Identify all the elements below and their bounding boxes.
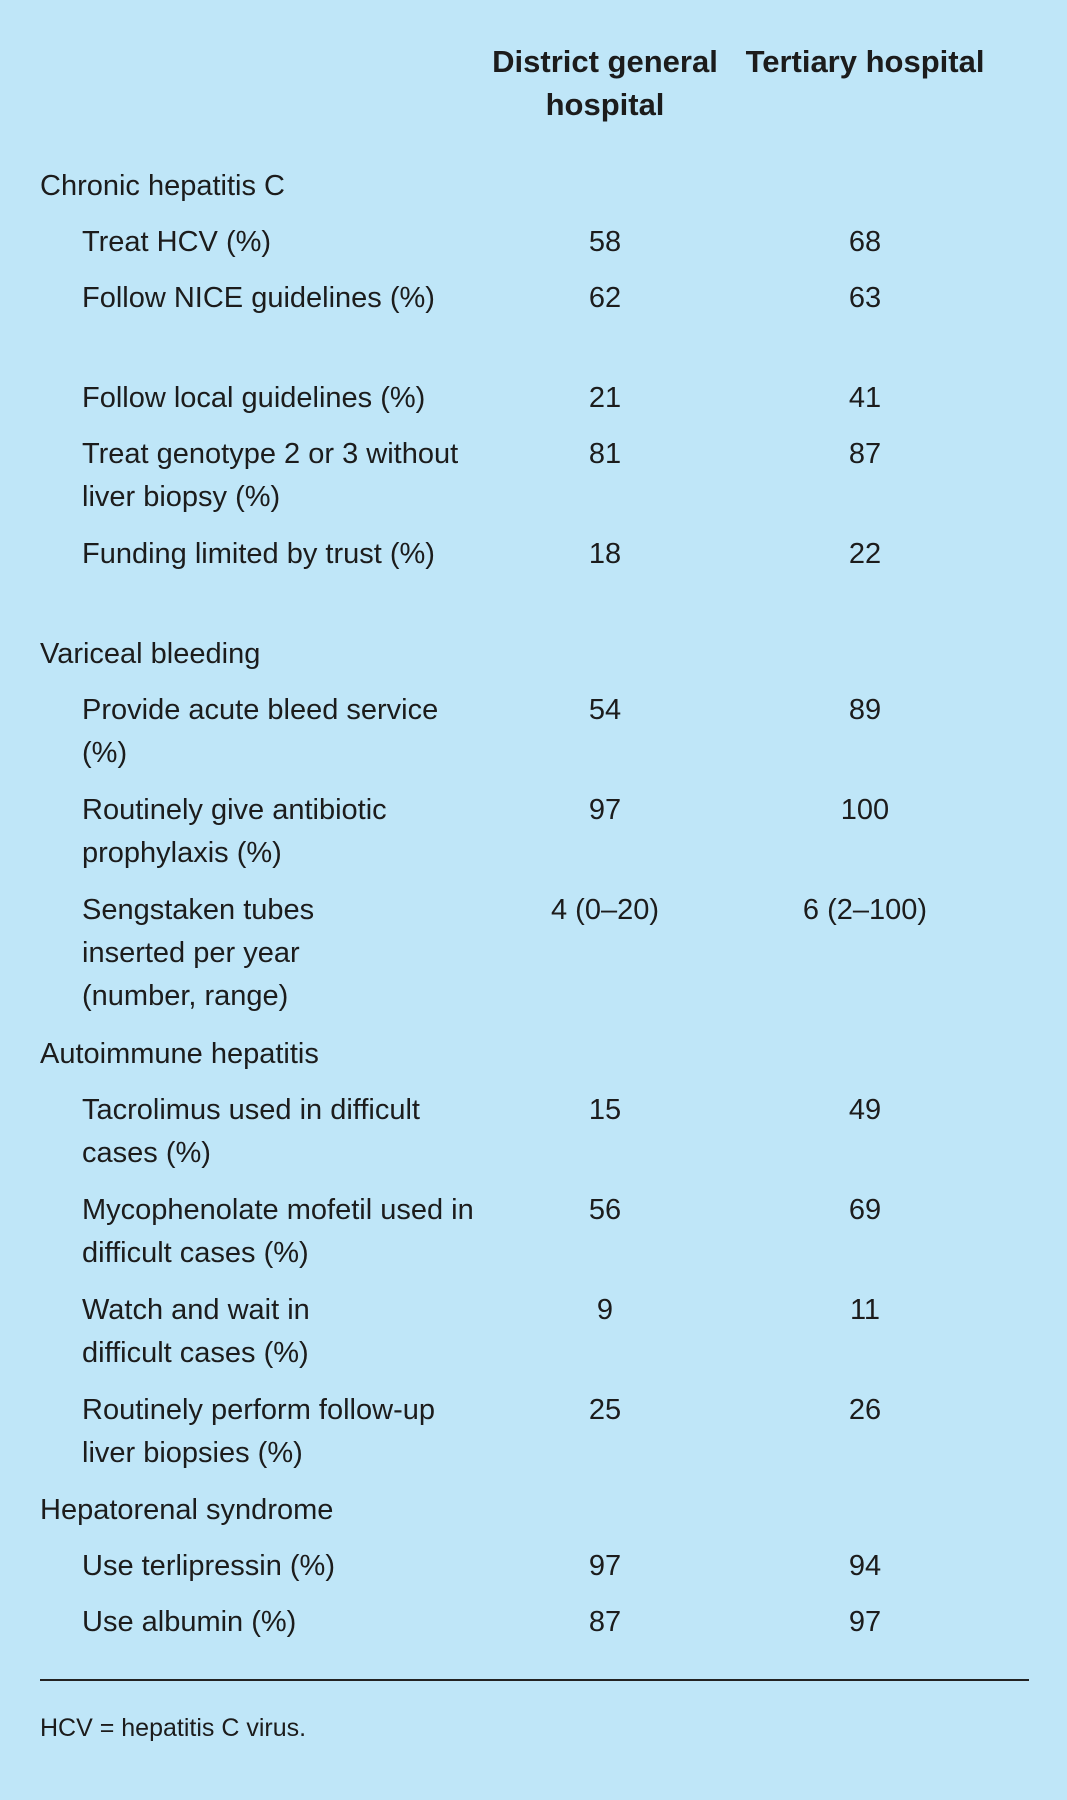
table-row bbox=[0, 377, 1067, 433]
value-tertiary: 89 bbox=[848, 694, 882, 726]
section-row-autoimmune-hepatitis bbox=[0, 1033, 1067, 1089]
value-dgh: 54 bbox=[588, 694, 622, 726]
value-tertiary: 87 bbox=[848, 438, 882, 470]
value-tertiary: 41 bbox=[848, 382, 882, 414]
row-label: Use albumin (%) bbox=[82, 1606, 297, 1638]
table-row bbox=[0, 789, 1067, 889]
section-title: Chronic hepatitis C bbox=[40, 170, 285, 202]
section-title: Variceal bleeding bbox=[40, 638, 261, 670]
table-row bbox=[0, 1289, 1067, 1389]
value-dgh: 9 bbox=[596, 1294, 614, 1326]
value-dgh: 58 bbox=[588, 226, 622, 258]
table-row bbox=[0, 1389, 1067, 1489]
value-dgh: 97 bbox=[588, 794, 622, 826]
value-dgh: 81 bbox=[588, 438, 622, 470]
table-row bbox=[0, 277, 1067, 377]
section-row-chronic-hepatitis-c bbox=[0, 165, 1067, 221]
value-tertiary: 11 bbox=[849, 1294, 881, 1326]
section-row-variceal-bleeding bbox=[0, 633, 1067, 689]
table-row bbox=[0, 1089, 1067, 1189]
row-label: Use terlipressin (%) bbox=[82, 1550, 335, 1582]
table-row bbox=[0, 1601, 1067, 1657]
table-row bbox=[0, 689, 1067, 789]
value-dgh: 25 bbox=[588, 1394, 622, 1426]
value-tertiary: 68 bbox=[848, 226, 882, 258]
value-dgh: 62 bbox=[588, 282, 622, 314]
value-tertiary: 26 bbox=[848, 1394, 882, 1426]
value-tertiary: 94 bbox=[848, 1550, 882, 1582]
table-row bbox=[0, 1189, 1067, 1289]
section-row-hepatorenal-syndrome bbox=[0, 1489, 1067, 1545]
value-dgh: 18 bbox=[588, 538, 622, 570]
column-header-tertiary-hospital: Tertiary hospital bbox=[745, 44, 985, 79]
table-row bbox=[0, 221, 1067, 277]
section-title: Autoimmune hepatitis bbox=[40, 1038, 319, 1070]
row-label: Provide acute bleed service (%) bbox=[82, 694, 439, 769]
row-label: Mycophenolate mofetil used in difficult cases (%) bbox=[82, 1194, 474, 1269]
value-dgh: 56 bbox=[588, 1194, 622, 1226]
value-dgh: 4 (0–20) bbox=[550, 894, 659, 926]
value-dgh: 97 bbox=[588, 1550, 622, 1582]
table-row bbox=[0, 433, 1067, 533]
row-label: Routinely perform follow-up liver biopsies (%) bbox=[82, 1394, 435, 1469]
table-bottom-rule bbox=[40, 1679, 1029, 1681]
row-label: Treat genotype 2 or 3 without liver biopsy (%) bbox=[82, 438, 459, 513]
row-label: Sengstaken tubes inserted per year (number, range) bbox=[82, 894, 315, 1012]
value-tertiary: 97 bbox=[848, 1606, 882, 1638]
column-header-district-general-hospital: District general hospital bbox=[492, 44, 718, 122]
value-tertiary: 100 bbox=[840, 794, 890, 826]
footnote: HCV = hepatitis C virus. bbox=[40, 1714, 307, 1742]
row-label: Funding limited by trust (%) bbox=[82, 538, 435, 570]
table-row bbox=[0, 1545, 1067, 1601]
table-row bbox=[0, 533, 1067, 633]
row-label: Watch and wait in difficult cases (%) bbox=[82, 1294, 310, 1369]
value-tertiary: 69 bbox=[848, 1194, 882, 1226]
row-label: Tacrolimus used in difficult cases (%) bbox=[82, 1094, 420, 1169]
row-label: Follow local guidelines (%) bbox=[82, 382, 426, 414]
row-label: Routinely give antibiotic prophylaxis (%) bbox=[82, 794, 387, 869]
value-dgh: 87 bbox=[588, 1606, 622, 1638]
value-dgh: 15 bbox=[588, 1094, 622, 1126]
value-tertiary: 49 bbox=[848, 1094, 882, 1126]
value-tertiary: 6 (2–100) bbox=[802, 894, 928, 926]
row-label: Follow NICE guidelines (%) bbox=[82, 282, 435, 314]
section-title: Hepatorenal syndrome bbox=[40, 1494, 334, 1526]
value-tertiary: 22 bbox=[848, 538, 882, 570]
value-dgh: 21 bbox=[588, 382, 622, 414]
value-tertiary: 63 bbox=[848, 282, 882, 314]
table-row bbox=[0, 889, 1067, 1033]
row-label: Treat HCV (%) bbox=[82, 226, 272, 258]
data-table bbox=[0, 165, 1067, 1657]
